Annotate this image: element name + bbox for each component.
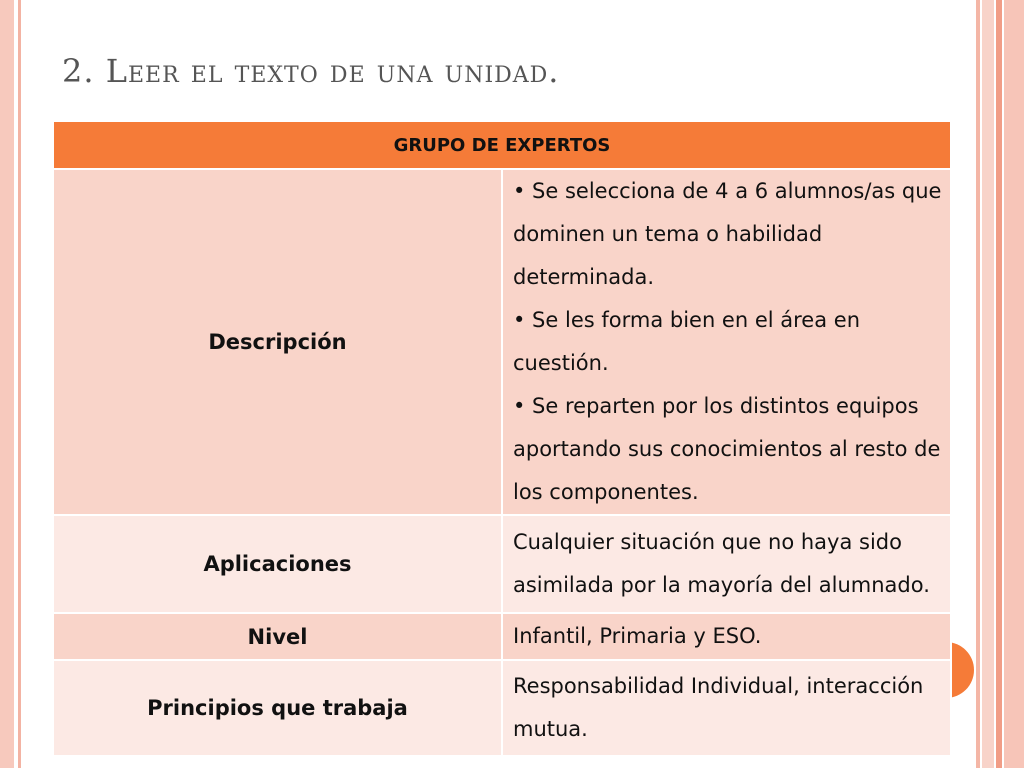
right-decorative-stripe [996, 0, 1002, 768]
row-value-principios: Responsabilidad Individual, interacción mutua. [502, 660, 951, 756]
bullet-item: • Se reparten por los distintos equipos aportando sus conocimientos al resto de los componentes. [513, 394, 941, 504]
row-value-descripcion [502, 169, 951, 515]
right-decorative-stripe [976, 0, 980, 768]
row-label-nivel: Nivel [53, 613, 502, 660]
row-label-descripcion: Descripción [53, 169, 502, 515]
bullet-item: • Se selecciona de 4 a 6 alumnos/as que dominen un tema o habilidad determinada. [513, 179, 942, 289]
left-decorative-line [18, 0, 21, 768]
table-header: GRUPO DE EXPERTOS [53, 121, 951, 169]
slide-title: 2. Leer el texto de una unidad. [62, 52, 560, 90]
row-label-principios: Principios que trabaja [53, 660, 502, 756]
row-value-nivel: Infantil, Primaria y ESO. [502, 613, 951, 660]
right-decorative-stripe [982, 0, 994, 768]
row-value-aplicaciones: Cualquier situación que no haya sido asimilada por la mayoría del alumnado. [502, 515, 951, 613]
experts-group-table [52, 120, 952, 757]
right-decorative-stripe [1004, 0, 1024, 768]
left-decorative-bar [0, 0, 14, 768]
table-row [53, 613, 951, 660]
bullet-item: • Se les forma bien en el área en cuestión. [513, 308, 861, 375]
table-row [53, 660, 951, 756]
table-header-row [53, 121, 951, 169]
table-row [53, 515, 951, 613]
row-label-aplicaciones: Aplicaciones [53, 515, 502, 613]
table-row [53, 169, 951, 515]
